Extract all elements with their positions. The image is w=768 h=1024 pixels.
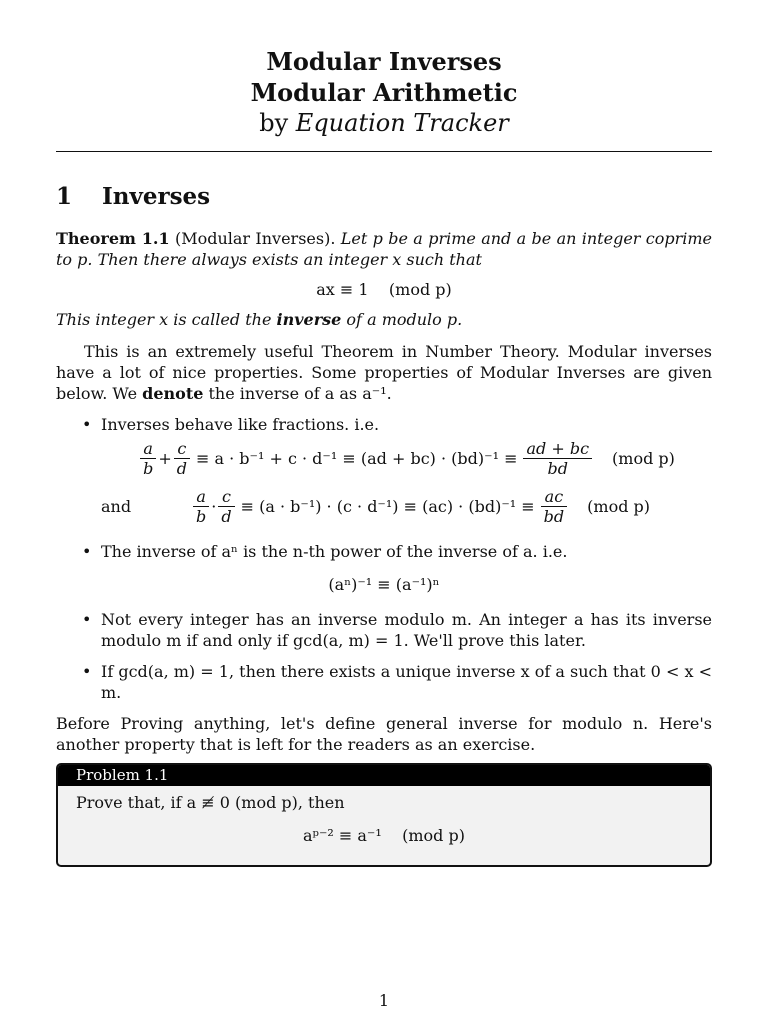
- list-item: [56, 541, 712, 595]
- numerator: a: [140, 439, 156, 459]
- theorem-note: (Modular Inverses).: [174, 229, 336, 248]
- denominator: bd: [547, 458, 568, 478]
- problem-prompt: Prove that, if a ≢ 0 (mod p), then: [76, 793, 345, 812]
- theorem-statement: Let p be a prime and a be an integer coprime to p. Then there always exists an integer x such that: [56, 229, 713, 269]
- plus-sign: +: [158, 448, 172, 468]
- title-line-2: Modular Arithmetic: [250, 78, 518, 107]
- title-line-1: Modular Inverses: [266, 47, 502, 76]
- numerator: c: [218, 487, 234, 507]
- property-3-text: Not every integer has an inverse modulo m. An integer a has its inverse modulo m if and only if gcd(a, m) = 1. We'll prove this later.: [101, 610, 712, 650]
- mod-label: (mod p): [587, 496, 651, 516]
- section-title: Inverses: [102, 183, 211, 210]
- list-item: [56, 414, 712, 531]
- numerator: c: [174, 439, 190, 459]
- intro-text-pre: This is an extremely useful Theorem in Number Theory. Modular inverses have a lot of nice properties. Some properties of Modular Inverses are given below. We: [56, 342, 712, 403]
- bullet-icon: •: [82, 542, 92, 561]
- section-heading: [56, 182, 712, 212]
- title-divider: [56, 151, 712, 152]
- fraction-c-over-d: [218, 487, 234, 526]
- fraction-c-over-d: [174, 439, 190, 478]
- denominator: bd: [543, 506, 565, 526]
- dot-sign: ·: [211, 496, 217, 516]
- inverse-term: inverse: [276, 310, 342, 329]
- bullet-icon: •: [82, 610, 92, 629]
- inverse-definition-post: of a modulo p.: [346, 310, 463, 329]
- product-equation-row: [101, 481, 712, 531]
- numerator: ad + bc: [523, 439, 592, 459]
- list-item: [56, 609, 712, 651]
- power-inverse-equation: (aⁿ)⁻¹ ≡ (a⁻¹)ⁿ: [328, 575, 440, 594]
- theorem-block: [56, 228, 712, 270]
- section-number: 1: [56, 183, 73, 210]
- property-2-text: The inverse of aⁿ is the n-th power of the inverse of a. i.e.: [101, 542, 568, 561]
- denominator: d: [176, 458, 187, 478]
- inverse-definition-pre: This integer x is called the: [56, 310, 272, 329]
- author-name: Equation Tracker: [295, 109, 509, 137]
- document-page: [56, 0, 712, 1024]
- bullet-icon: •: [82, 415, 92, 434]
- bridge-paragraph: Before Proving anything, let's define general inverse for modulo n. Here's another property that is left for the readers as an exercise.: [56, 714, 712, 754]
- author-line: [56, 108, 712, 139]
- and-label: and: [101, 496, 132, 516]
- theorem-equation: ax ≡ 1 (mod p): [316, 280, 452, 299]
- intro-paragraph: [56, 341, 712, 404]
- fraction-a-over-b: [193, 487, 209, 526]
- problem-box: [56, 763, 712, 867]
- bullet-icon: •: [82, 662, 92, 681]
- problem-body: [58, 786, 710, 865]
- sum-rhs: ≡ a · b⁻¹ + c · d⁻¹ ≡ (ad + bc) · (bd)⁻¹ ≡: [195, 448, 518, 468]
- problem-header: Problem 1.1: [58, 765, 710, 786]
- fraction-result: [523, 439, 592, 478]
- properties-list: [56, 414, 712, 703]
- mod-label: (mod p): [612, 448, 675, 468]
- by-label: by: [259, 109, 289, 137]
- denote-term: denote: [142, 384, 204, 403]
- inverse-definition: [56, 309, 712, 330]
- denominator: b: [143, 458, 154, 478]
- property-1-text: Inverses behave like fractions. i.e.: [101, 415, 380, 434]
- numerator: a: [193, 487, 209, 507]
- theorem-label: Theorem 1.1: [56, 229, 170, 248]
- property-4-text: If gcd(a, m) = 1, then there exists a unique inverse x of a such that 0 < x < m.: [101, 662, 712, 702]
- denominator: b: [196, 506, 207, 526]
- title-block: [56, 46, 712, 139]
- fraction-a-over-b: [140, 439, 156, 478]
- intro-text-post: the inverse of a as a⁻¹.: [208, 384, 392, 403]
- page-number: 1: [378, 991, 390, 1010]
- list-item: [56, 661, 712, 703]
- denominator: d: [221, 506, 232, 526]
- problem-equation: aᵖ⁻² ≡ a⁻¹ (mod p): [303, 826, 465, 845]
- numerator: ac: [541, 487, 567, 507]
- fraction-result: [541, 487, 567, 526]
- fraction-sum-equation: [101, 435, 712, 481]
- product-rhs: ≡ (a · b⁻¹) · (c · d⁻¹) ≡ (ac) · (bd)⁻¹ ≡: [240, 496, 535, 516]
